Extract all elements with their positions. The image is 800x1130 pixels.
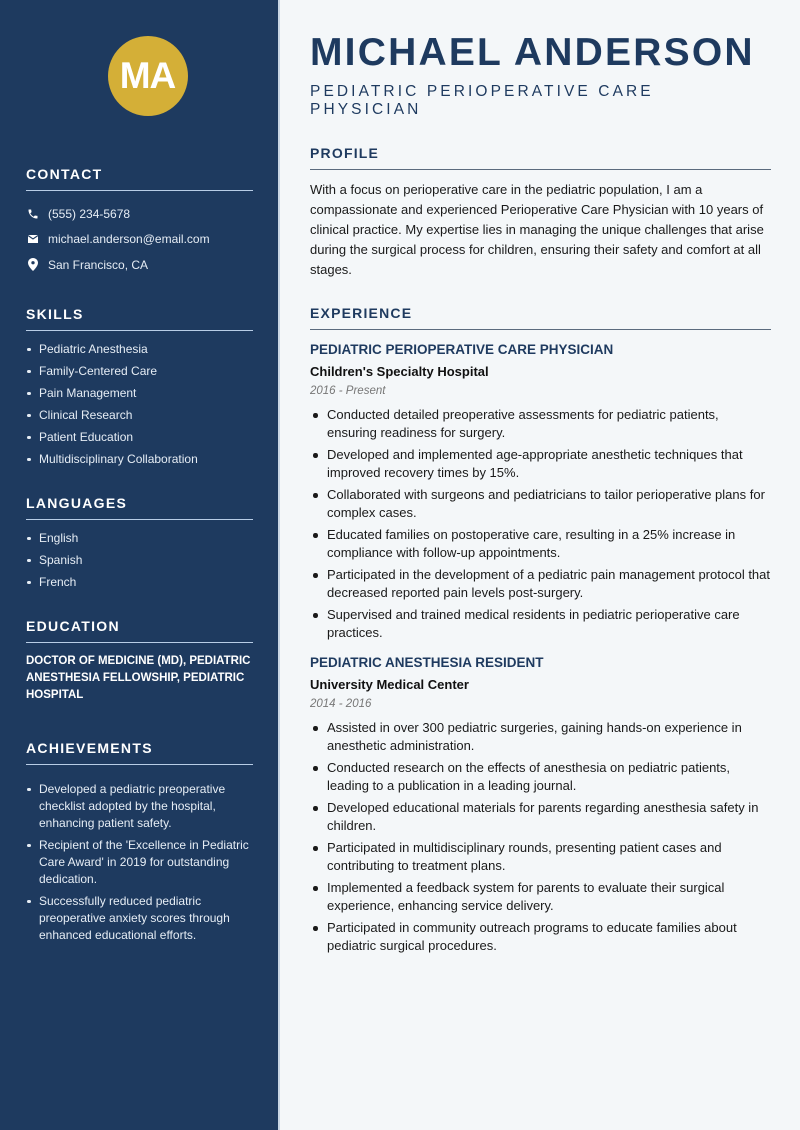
languages-heading: LANGUAGES: [26, 495, 253, 520]
job-bullet: Supervised and trained medical residents in pediatric perioperative care practices.: [310, 606, 771, 642]
job-bullet: Assisted in over 300 pediatric surgeries, gaining hands-on experience in anesthetic administration.: [310, 719, 771, 755]
location-text: San Francisco, CA: [48, 257, 149, 272]
skills-list: [26, 341, 253, 468]
avatar: MA: [108, 36, 188, 116]
language-item: French: [26, 574, 253, 591]
job-bullet: Implemented a feedback system for parents to evaluate their surgical experience, enhancing service delivery.: [310, 879, 771, 915]
job-bullet: Participated in multidisciplinary rounds, presenting patient cases and contributing to treatment plans.: [310, 839, 771, 875]
job-dates: 2016 - Present: [310, 385, 386, 397]
job-title: PEDIATRIC ANESTHESIA RESIDENT: [310, 655, 544, 670]
job-company: University Medical Center: [310, 677, 469, 692]
job-bullet: Conducted research on the effects of anesthesia on pediatric patients, leading to a publication in a leading journal.: [310, 759, 771, 795]
email-icon: [26, 233, 39, 246]
job-bullet: Educated families on postoperative care, resulting in a 25% increase in compliance with follow-up appointments.: [310, 526, 771, 562]
job-bullets: [310, 719, 771, 955]
contact-section: [26, 166, 253, 278]
skills-section: [26, 306, 253, 468]
experience-heading: EXPERIENCE: [310, 305, 771, 330]
main-content: [280, 0, 800, 1130]
job-bullets: [310, 406, 771, 642]
job-bullet: Conducted detailed preoperative assessments for pediatric patients, ensuring readiness for surgery.: [310, 406, 771, 442]
skill-item: Multidisciplinary Collaboration: [26, 451, 253, 468]
job-bullet: Collaborated with surgeons and pediatricians to tailor perioperative plans for complex cases.: [310, 486, 771, 522]
languages-list: [26, 530, 253, 591]
job-company: Children's Specialty Hospital: [310, 364, 489, 379]
profile-heading: PROFILE: [310, 145, 771, 170]
job-bullet: Participated in the development of a pediatric pain management protocol that decreased reported pain levels post-surgery.: [310, 566, 771, 602]
language-item: Spanish: [26, 552, 253, 569]
experience-section: [310, 305, 771, 955]
achievements-list: [26, 781, 253, 944]
education-section: [26, 618, 253, 704]
skill-item: Pediatric Anesthesia: [26, 341, 253, 358]
skill-item: Clinical Research: [26, 407, 253, 424]
education-heading: EDUCATION: [26, 618, 253, 643]
achievement-item: Developed a pediatric preoperative checklist adopted by the hospital, enhancing patient safety.: [26, 781, 253, 832]
skill-item: Pain Management: [26, 385, 253, 402]
job-entry: [310, 342, 771, 642]
phone-text: (555) 234-5678: [48, 206, 131, 221]
candidate-title: PEDIATRIC PERIOPERATIVE CARE PHYSICIAN: [310, 83, 654, 118]
achievement-item: Recipient of the 'Excellence in Pediatric Care Award' in 2019 for outstanding dedication.: [26, 837, 253, 888]
job-bullet: Developed and implemented age-appropriate anesthetic techniques that improved recovery times by 15%.: [310, 446, 771, 482]
education-degree: DOCTOR OF MEDICINE (MD), PEDIATRIC ANESTHESIA FELLOWSHIP, PEDIATRIC HOSPITAL: [26, 654, 251, 701]
location-pin-icon: [26, 258, 39, 271]
job-entry: [310, 655, 771, 955]
contact-email: [26, 227, 253, 253]
phone-icon: [26, 207, 39, 220]
email-text[interactable]: michael.anderson@email.com: [48, 232, 210, 247]
skill-item: Patient Education: [26, 429, 253, 446]
contact-location: [26, 252, 253, 278]
candidate-name: MICHAEL ANDERSON: [310, 31, 755, 74]
job-dates: 2014 - 2016: [310, 698, 372, 710]
job-title: PEDIATRIC PERIOPERATIVE CARE PHYSICIAN: [310, 342, 614, 357]
achievements-section: [26, 740, 253, 944]
language-item: English: [26, 530, 253, 547]
sidebar: [0, 0, 280, 1130]
skill-item: Family-Centered Care: [26, 363, 253, 380]
achievements-heading: ACHIEVEMENTS: [26, 740, 253, 765]
profile-text: With a focus on perioperative care in the pediatric population, I am a compassionate and experienced Perioperative Care Physician with 10 years of clinical practice. My expertise lies in managing the unique challenges that arise during the surgical process for children, ensuring their safety and comfort at all stages.: [310, 182, 764, 277]
achievement-item: Successfully reduced pediatric preoperative anxiety scores through enhanced educational efforts.: [26, 893, 253, 944]
job-bullet: Participated in community outreach programs to educate families about pediatric surgical procedures.: [310, 919, 771, 955]
skills-heading: SKILLS: [26, 306, 253, 331]
profile-section: [310, 145, 771, 280]
contact-phone: [26, 201, 253, 227]
contact-heading: CONTACT: [26, 166, 253, 191]
languages-section: [26, 495, 253, 591]
job-bullet: Developed educational materials for parents regarding anesthesia safety in children.: [310, 799, 771, 835]
